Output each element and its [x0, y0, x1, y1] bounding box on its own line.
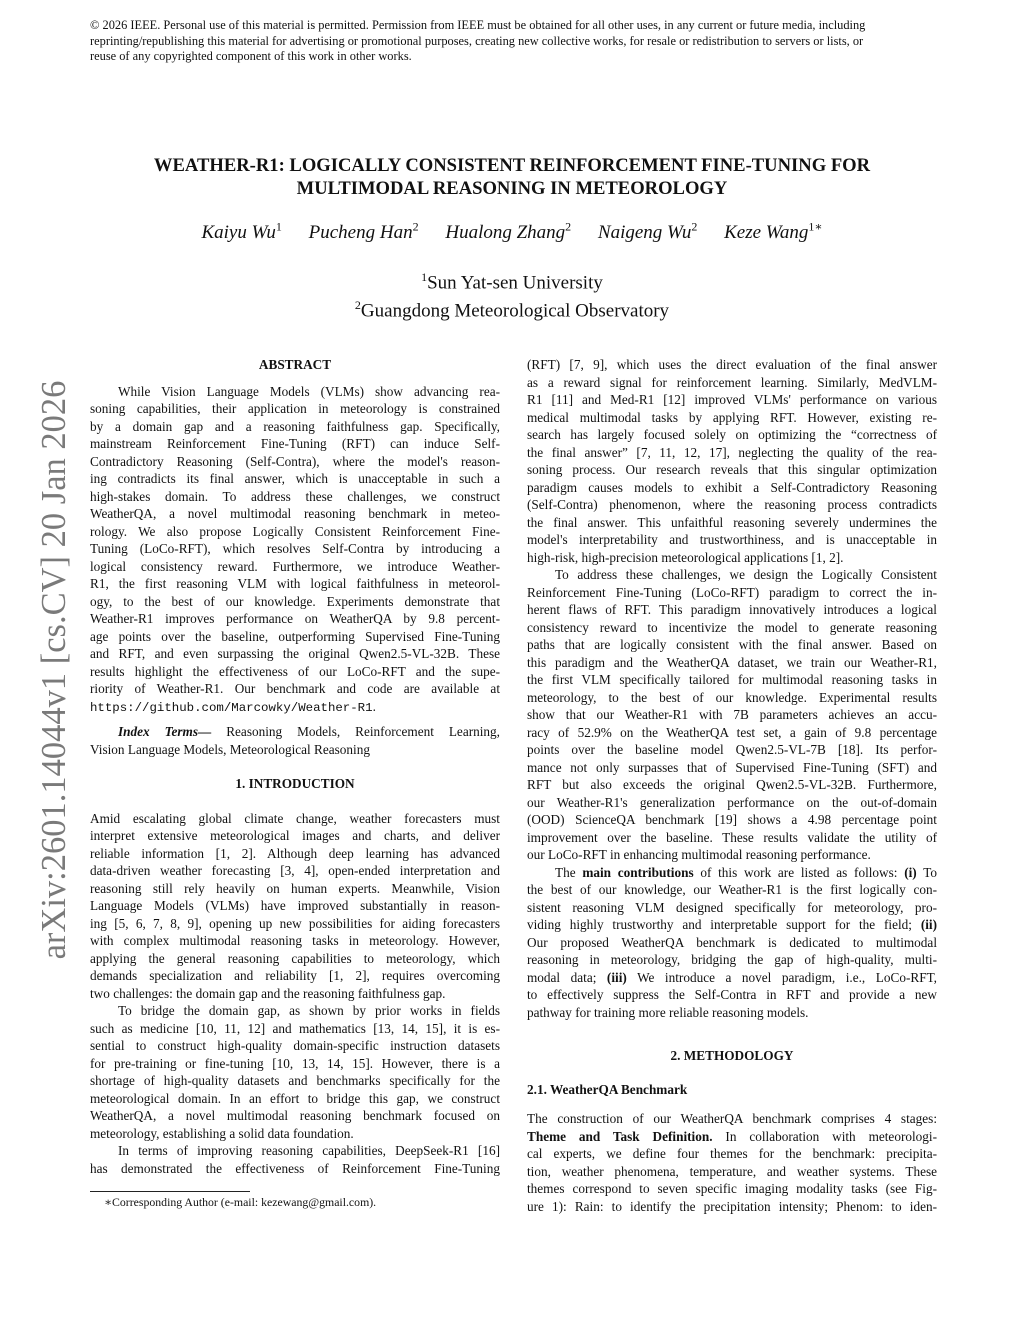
abstract-body: While Vision Language Models (VLMs) show advancing rea- soning capabilities, their application in meteorology is constrained by a domain gap and a reasoning faithfulness gap. Specifically, mainstream Reinforcement Fine-Tuning (RFT) can induce Self- Contradictory Reasoning (Self-Contra), where the model's reason- ing contradicts its final answer, which is unacceptable in such a high-stakes domain. To address these challenges, we construct WeatherQA, a novel multimodal reasoning benchmark in meteo- rology. We also propose Logically Consistent Reinforcement Fine- Tuning (LoCo-RFT), which resolves Self-Contra by introducing a logical consistency reward. Furthermore, we introduce Weather- R1, the first reasoning VLM with logical faithfulness in meteorol- ogy, to the best of our knowledge. Experiments demonstrate that Weather-R1 improves performance on WeatherQA by 9.8 percent- age points over the baseline, outperforming Supervised Fine-Tuning and RFT, and even surpassing the original Qwen2.5-VL-32B. These results highlight the effectiveness of our LoCo-RFT and the supe- riority of Weather-R1. Our benchmark and code are available at https://github.com/Marcowky/Weather-R1.: [90, 383, 500, 715]
paper-title: [60, 154, 964, 200]
copyright-line: reprinting/republishing this material for advertising or promotional purposes, creating new collective works, for resale or redistribution to servers or lists, or: [90, 33, 864, 48]
arxiv-identifier-stamp: arXiv:2601.14044v1 [cs.CV] 20 Jan 2026: [35, 380, 73, 960]
footnote-rule: [90, 1191, 250, 1192]
affiliations: [60, 266, 964, 323]
intro-continuation: (RFT) [7, 9], which uses the direct evaluation of the final answer as a reward signal for reinforcement learning. Similarly, MedVLM- R1 [11] and Med-R1 [12] improved VLMs' performance on various medical multimodal tasks by applying RFT. However, existing re- search has largely focused solely on optimizing the “correctness of the final answer” [7, 11, 12, 17], neglecting the quality of the rea- soning process. Our research reveals that this singular optimization paradigm causes models to exhibit a Self-Contradictory Reasoning (Self-Contra) phenomenon, where the reasoning process contradicts the final answer. This unfaithful reasoning severely undermines the model's interpretability and trustworthiness, and is unacceptable in high-risk, high-precision meteorological applications [1, 2]. To address these challenges, we design the Logically Consistent Reinforcement Fine-Tuning (LoCo-RFT) paradigm to correct the in- herent flaws of RFT. This paradigm innovatively introduces a logical consistency reward to incentivize the model to generate reasoning paths that are logically consistent with the final answer. Based on this paradigm and the WeatherQA dataset, we train our Weather-R1, the first VLM specifically tailored for multimodal reasoning tasks in meteorology, to the best of our knowledge. Experimental results show that our Weather-R1 with 7B parameters achieves an accu- racy of 52.9% on the WeatherQA test set, a gain of 9.8 percentage points over the baseline model Qwen2.5-VL-7B [18]. Its perfor- mance not only surpasses that of Supervised Fine-Tuning (SFT) and RFT but also exceeds the original Qwen2.5-VL-32B. Furthermore, our Weather-R1's generalization performance on the out-of-domain (OOD) ScienceQA benchmark [19] shows a 4.98 percentage point improvement over the baseline. These results validate the utility of our LoCo-RFT in enhancing multimodal reasoning performance. The main contributions of this work are listed as follows: (i) To the best of our knowledge, our Weather-R1 is the first logically con- sistent reasoning VLM designed specifically for meteorology, pro- viding highly trustworthy and interpretable support for the field; (ii) Our proposed WeatherQA benchmark is dedicated to multimodal reasoning in meteorology, bridging the gap of high-quality, multi- modal data; (iii) We introduce a novel paradigm, i.e., LoCo-RFT, to effectively suppress the Self-Contra in RFT and provide a new pathway for training more reliable reasoning models.: [527, 357, 938, 1020]
author-list: [60, 220, 964, 244]
code-repository-link[interactable]: https://github.com/Marcowky/Weather-R1: [90, 700, 373, 715]
title-line: WEATHER-R1: LOGICALLY CONSISTENT REINFORCEMENT FINE-TUNING FOR: [153, 155, 871, 176]
introduction-body: Amid escalating global climate change, weather forecasters must interpret extensive meteorological images and charts, and deliver reliable information [1, 2]. Although deep learning has advanced data-driven weather forecasting [3, 4], open-ended interpretation and reasoning still rely heavily on human experts. Meanwhile, Vision Language Models (VLMs) have improved substantially in reason- ing [5, 6, 7, 8, 9], opening up new possibilities for aiding forecasters with complex multimodal reasoning tasks in meteorology. However, applying the general reasoning capabilities to meteorology, which demands specialization and reliability [1, 2], requires overcoming two challenges: the domain gap and the reasoning faithfulness gap. To bridge the domain gap, as shown by prior works in fields such as medicine [10, 11, 12] and mathematics [13, 14, 15], it is es- sential to construct high-quality domain-specific instruction datasets for pre-training or fine-tuning [10, 13, 14, 15]. However, there is a shortage of high-quality datasets and benchmarks specifically for the meteorological domain. In an effort to bridge this gap, we construct WeatherQA, a novel multimodal reasoning benchmark focused on meteorology, establishing a solid data foundation. In terms of improving reasoning capabilities, DeepSeek-R1 [16] has demonstrated the effectiveness of Reinforcement Fine-Tuning: [90, 810, 500, 1176]
right-column: [527, 356, 937, 1215]
copyright-line: © 2026 IEEE. Personal use of this material is permitted. Permission from IEEE must be obtained for all other uses, in any current or future media, including: [90, 18, 866, 32]
introduction-heading: 1. INTRODUCTION: [235, 776, 355, 791]
title-line: MULTIMODAL REASONING IN METEOROLOGY: [296, 178, 728, 199]
affiliation: $^1$Sun Yat-sen University: [421, 270, 603, 294]
affiliation: $^2$Guangdong Meteorological Observatory: [354, 298, 670, 322]
abstract-heading: ABSTRACT: [258, 357, 332, 372]
author: Pucheng Han$^2$: [308, 220, 419, 244]
author: Hualong Zhang$^2$: [445, 220, 572, 244]
methodology-heading: 2. METHODOLOGY: [670, 1048, 794, 1063]
methodology-body: The construction of our WeatherQA benchmark comprises 4 stages: Theme and Task Definition. In collaboration with meteorologi- cal experts, we define four themes for the benchmark: precipita- tion, weather phenomena, temperature, and weather systems. These themes correspond to seven specific imaging modality tasks (see Fig- ure 1): Rain: to identify the precipitation intensity; Phenom: to iden-: [527, 1111, 938, 1214]
author: Naigeng Wu$^2$: [597, 220, 698, 244]
index-terms: Index Terms— Reasoning Models, Reinforcement Learning, Vision Language Models, Meteorological Reasoning: [90, 724, 500, 757]
copyright-line: reuse of any copyrighted component of this work in other works.: [90, 49, 412, 63]
copyright-notice: [90, 18, 940, 65]
author: Keze Wang$^{1∗}$: [724, 220, 823, 244]
footnote: ∗Corresponding Author (e-mail: kezewang@gmail.com).: [104, 1195, 377, 1209]
left-column: [90, 356, 500, 1177]
author: Kaiyu Wu$^1$: [201, 220, 282, 244]
subsection-heading: 2.1. WeatherQA Benchmark: [527, 1081, 688, 1097]
